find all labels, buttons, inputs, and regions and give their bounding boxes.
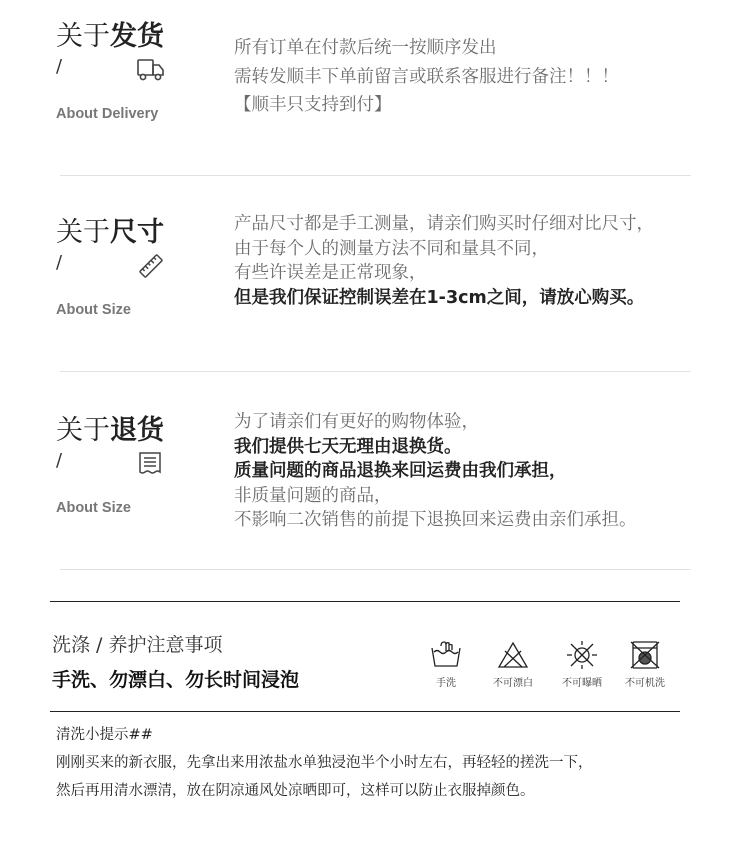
size-section xyxy=(0,210,750,360)
size-line: 产品尺寸都是手工测量，请亲们购买时仔细对比尺寸， xyxy=(234,214,654,234)
slash-divider: / xyxy=(56,252,63,273)
care-item-no-bleach xyxy=(483,640,543,689)
returns-line: 为了请亲们有更好的购物体验， xyxy=(234,412,479,432)
title-prefix: 关于 xyxy=(56,21,110,52)
care-item-no-sun xyxy=(552,640,612,689)
care-subtitle: 手洗、勿漂白、勿长时间浸泡 xyxy=(52,669,300,691)
size-title xyxy=(56,210,164,249)
care-label: 不可曝晒 xyxy=(562,678,602,689)
care-label: 不可机洗 xyxy=(625,678,665,689)
slash-divider: / xyxy=(56,450,63,471)
care-item-hand-wash xyxy=(416,640,476,689)
slash-divider: / xyxy=(56,56,63,77)
tips-line: 然后再用清水漂清，放在阴凉通风处凉晒即可，这样可以防止衣服掉颜色。 xyxy=(56,783,535,799)
no-bleach-icon xyxy=(483,640,543,670)
tips-line: 刚刚买来的新衣服，先拿出来用浓盐水单独浸泡半个小时左右，再轻轻的搓洗一下， xyxy=(56,755,593,771)
care-top-rule xyxy=(50,601,680,602)
truck-icon xyxy=(136,56,166,84)
delivery-title xyxy=(56,14,164,53)
returns-line: 非质量问题的商品， xyxy=(234,485,392,506)
returns-title xyxy=(56,408,164,447)
delivery-section xyxy=(0,14,750,164)
section-divider xyxy=(60,569,691,570)
delivery-line: 所有订单在付款后统一按顺序发出 xyxy=(234,38,497,58)
section-divider xyxy=(60,175,691,176)
size-strong-line: 但是我们保证控制误差在1-3cm之间，请放心购买。 xyxy=(234,287,645,308)
title-main: 发货 xyxy=(110,21,164,52)
returns-body xyxy=(234,410,704,533)
size-body xyxy=(234,212,704,310)
delivery-body xyxy=(234,36,704,118)
title-prefix: 关于 xyxy=(56,217,110,248)
no-sun-icon xyxy=(552,640,612,670)
title-main: 尺寸 xyxy=(110,217,164,248)
returns-strong-line: 质量问题的商品退换来回运费由我们承担， xyxy=(234,461,567,481)
care-label: 不可漂白 xyxy=(493,678,533,689)
hand-wash-icon xyxy=(416,640,476,670)
returns-section xyxy=(0,408,750,558)
tips-title: 清洗小提示## xyxy=(56,727,153,743)
size-line: 由于每个人的测量方法不同和量具不同， xyxy=(234,238,549,259)
care-bottom-rule xyxy=(50,711,680,712)
delivery-line: 需转发顺丰下单前留言或联系客服进行备注！！！ xyxy=(234,66,619,87)
care-title: 洗涤 / 养护注意事项 xyxy=(52,634,223,656)
section-divider xyxy=(60,371,691,372)
document-icon xyxy=(136,450,166,478)
size-subtitle: About Size xyxy=(56,302,131,318)
returns-subtitle: About Size xyxy=(56,500,131,516)
size-line: 有些许误差是正常现象， xyxy=(234,263,427,283)
returns-strong-line: 我们提供七天无理由退换货。 xyxy=(234,436,462,457)
care-item-no-machine-wash xyxy=(615,640,675,689)
title-main: 退货 xyxy=(110,415,164,446)
delivery-line: 【顺丰只支持到付】 xyxy=(234,95,392,115)
returns-line: 不影响二次销售的前提下退换回来运费由亲们承担。 xyxy=(234,510,637,530)
care-label: 手洗 xyxy=(436,678,456,689)
washing-tips xyxy=(56,724,716,805)
delivery-subtitle: About Delivery xyxy=(56,106,159,122)
title-prefix: 关于 xyxy=(56,415,110,446)
ruler-icon xyxy=(136,252,166,280)
no-machine-wash-icon xyxy=(615,640,675,670)
